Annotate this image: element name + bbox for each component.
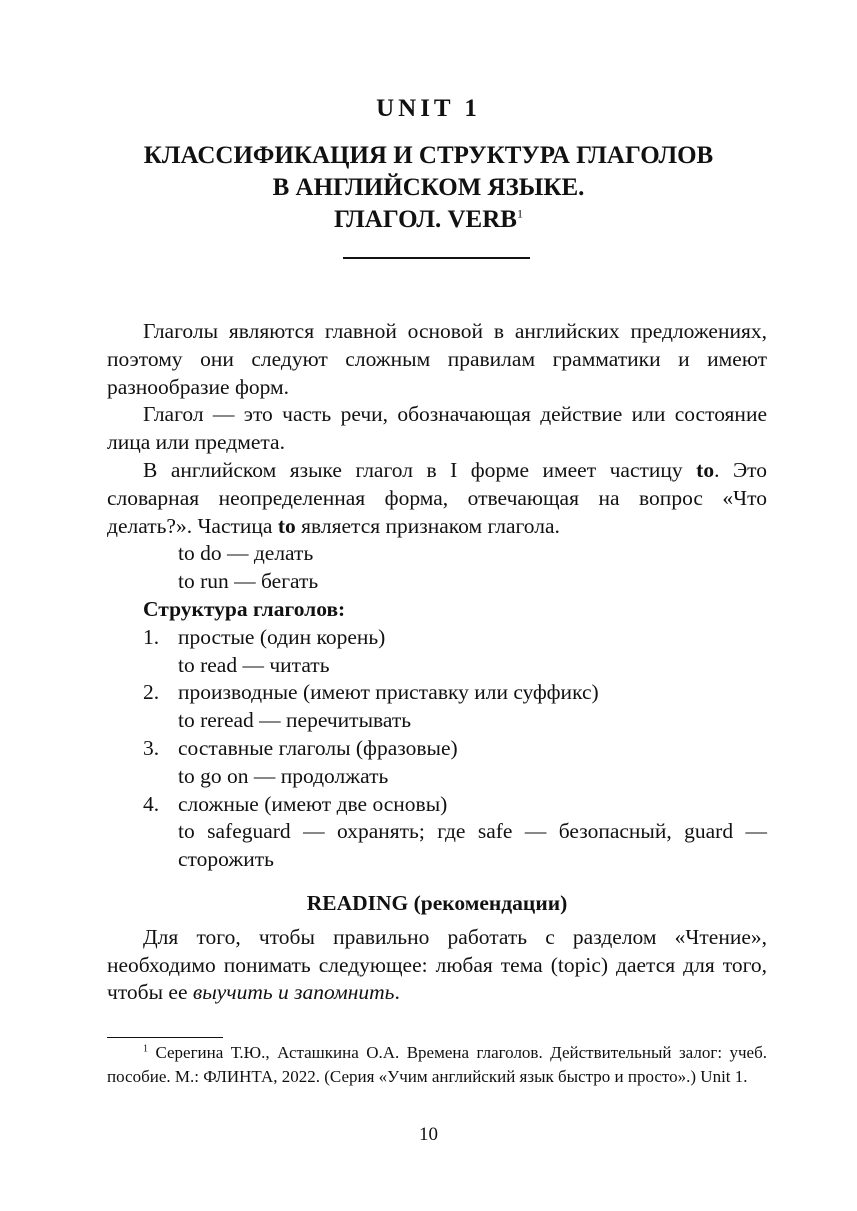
example-line: to do — делать [178, 541, 314, 566]
title-line-1: КЛАССИФИКАЦИЯ И СТРУКТУРА ГЛАГОЛОВ [143, 142, 714, 169]
list-example: to reread — перечитывать [178, 708, 412, 733]
list-example: to go on — продолжать [178, 763, 389, 788]
reading-text-1: Для того, чтобы правильно работать с разделом «Чтение», необходимо понимать следующее: любая тема (topic) дается для того, чтобы ее [107, 924, 767, 1005]
title-divider [343, 257, 530, 259]
footnote [107, 1041, 767, 1089]
particle-text-2: . Это словарная неопределенная форма, отвечающая на вопрос «Что делать?». Частица [107, 457, 768, 538]
reading-heading: READING (рекомендации) [306, 890, 568, 915]
paragraph-particle-to [107, 457, 767, 540]
particle-to-bold-1: to [696, 457, 715, 482]
paragraph-verbs-intro: Глаголы являются главной основой в английских предложениях, поэтому они следуют сложным правилам грамматики и имеют разнообразие форм. [107, 319, 767, 399]
page-number: 10 [419, 1124, 438, 1145]
list-label: сложные (имеют две основы) [178, 791, 448, 816]
structure-item-1 [107, 624, 767, 652]
paragraph-verb-definition: Глагол — это часть речи, обозначающая действие или состояние лица или предмета. [107, 402, 767, 455]
paragraph-reading [107, 924, 767, 1007]
title-line-2: В АНГЛИЙСКОМ ЯЗЫКЕ. [272, 174, 585, 201]
reading-text-2: . [394, 980, 400, 1005]
title-line-3 [60, 204, 797, 236]
chapter-title [60, 140, 797, 236]
list-label: производные (имеют приставку или суффикс) [178, 680, 599, 705]
reading-text-italic: выучить и запомнить [192, 980, 395, 1005]
list-label: составные глаголы (фразовые) [178, 735, 458, 760]
main-text [107, 318, 767, 1007]
footnote-text: Серегина Т.Ю., Асташкина О.А. Времена глаголов. Действительный залог: учеб. пособие. М.: ФЛИНТА, 2022. (Серия «Учим английский язык быстро и просто».) Unit 1. [107, 1043, 767, 1086]
footnote-divider [107, 1037, 223, 1038]
structure-item-3 [107, 735, 767, 763]
particle-text-3: является признаком глагола. [295, 513, 560, 538]
particle-text-1: В английском языке глагол в I форме имеет частицу [143, 457, 697, 482]
title-line-3-text: ГЛАГОЛ. VERB [334, 206, 517, 233]
structure-item-2 [107, 679, 767, 707]
list-label: простые (один корень) [178, 624, 386, 649]
structure-heading: Структура глаголов: [143, 596, 346, 621]
list-example: to safeguard — охранять; где safe — безопасный, guard — сторожить [178, 819, 767, 872]
list-example: to read — читать [178, 652, 330, 677]
particle-to-bold-2: to [277, 513, 296, 538]
structure-item-4 [107, 791, 767, 819]
list-number: 1. [143, 624, 160, 649]
footnote-reference: 1 [516, 206, 523, 221]
footnote-marker: 1 [143, 1043, 148, 1055]
list-number: 2. [143, 680, 160, 705]
list-number: 3. [143, 735, 160, 760]
unit-heading: UNIT 1 [376, 95, 481, 122]
example-line: to run — бегать [178, 569, 319, 594]
list-number: 4. [143, 791, 160, 816]
